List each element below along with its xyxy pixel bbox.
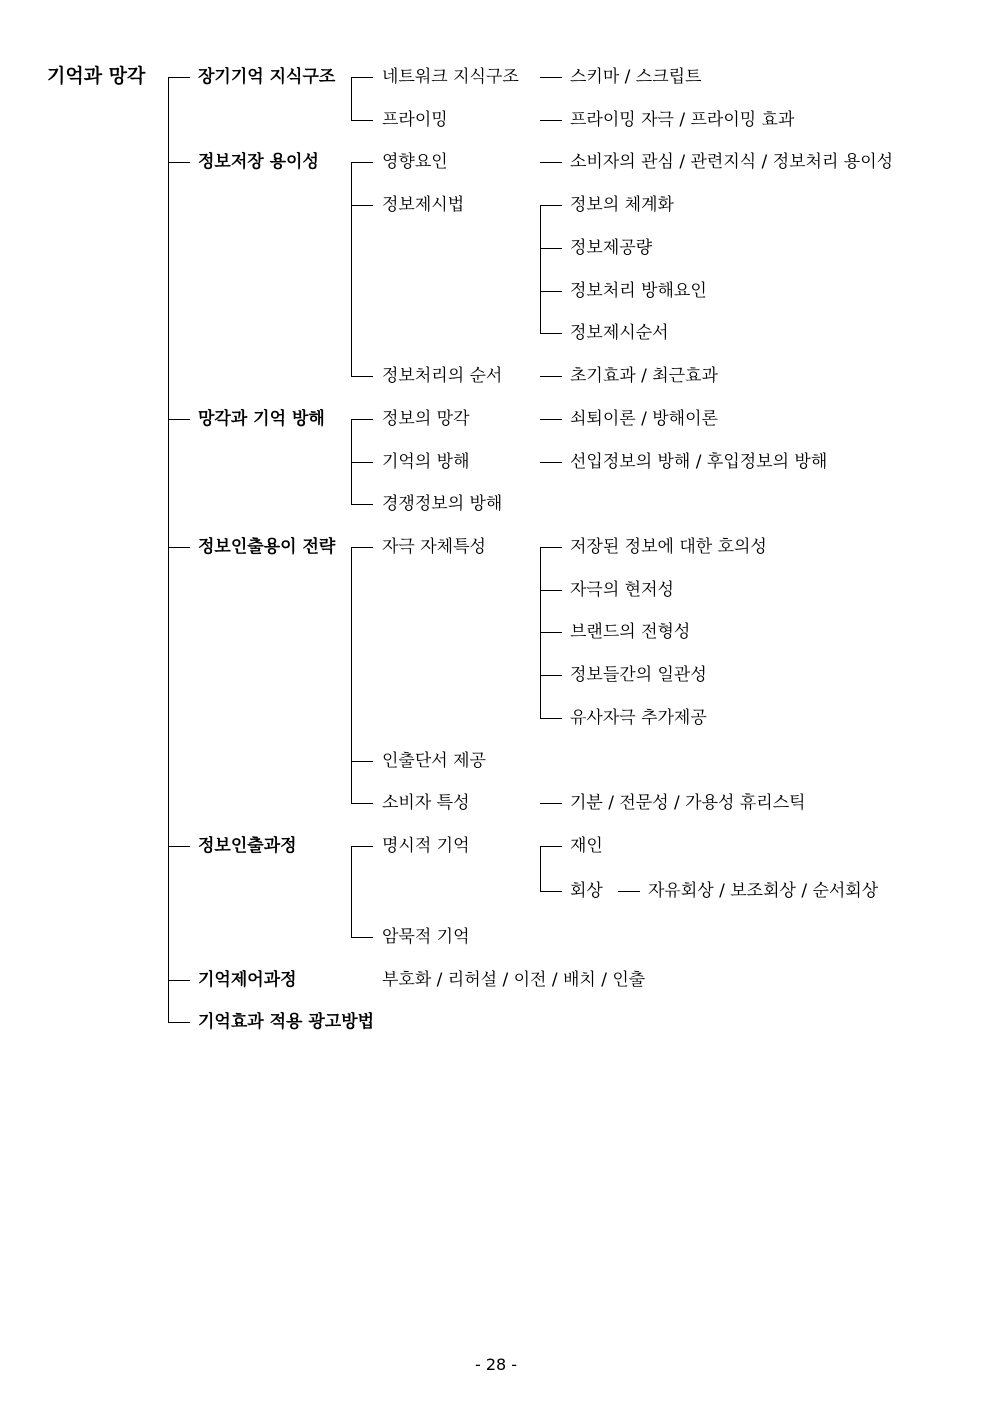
branch-s5 <box>168 846 190 847</box>
node-label: 프라이밍 <box>382 110 448 130</box>
list-item: 정보들간의 일관성 <box>570 665 707 685</box>
node-detail: 소비자의 관심 / 관련지식 / 정보처리 용이성 <box>570 152 894 172</box>
section-title: 기억제어과정 <box>198 970 297 990</box>
s2-sub-branch <box>540 248 562 249</box>
section-title: 망각과 기억 방해 <box>198 409 325 429</box>
s5-sub-bracket <box>540 846 541 891</box>
node-label: 소비자 특성 <box>382 793 470 813</box>
branch-s2 <box>168 162 190 163</box>
node-label: 자극 자체특성 <box>382 537 486 557</box>
list-item: 브랜드의 전형성 <box>570 622 691 642</box>
node-detail: 스키마 / 스크립트 <box>570 67 702 87</box>
s2-branch-2 <box>351 205 373 206</box>
s4-sub-branch <box>540 632 562 633</box>
node-detail: 프라이밍 자극 / 프라이밍 효과 <box>570 110 795 130</box>
branch-s6 <box>168 980 190 981</box>
s5-sub-branch <box>540 846 562 847</box>
node-label: 정보제시법 <box>382 195 465 215</box>
s5-sub-branch <box>540 891 562 892</box>
page-number: - 28 - <box>474 1355 518 1374</box>
list-item: 정보의 체계화 <box>570 195 674 215</box>
level1-trunk <box>168 77 169 1023</box>
node-label: 암묵적 기억 <box>382 927 470 947</box>
node-label: 명시적 기억 <box>382 836 470 856</box>
node-detail: 기분 / 전문성 / 가용성 휴리스틱 <box>570 793 806 813</box>
node-label: 기억의 방해 <box>382 452 470 472</box>
node-label: 영향요인 <box>382 152 448 172</box>
node-detail: 초기효과 / 최근효과 <box>570 366 718 386</box>
node-detail: 자유회상 / 보조회상 / 순서회상 <box>648 881 879 901</box>
s4-sub-branch <box>540 590 562 591</box>
s4-sub-branch <box>540 675 562 676</box>
s2-sub-bracket <box>540 205 541 333</box>
connector-dash <box>540 162 562 163</box>
branch-s1 <box>168 77 190 78</box>
section-title: 정보저장 용이성 <box>198 152 319 172</box>
node-label: 네트워크 지식구조 <box>382 67 519 87</box>
node-label: 정보의 망각 <box>382 409 470 429</box>
s4-sub-branch <box>540 547 562 548</box>
list-item: 자극의 현저성 <box>570 580 674 600</box>
node-detail: 선입정보의 방해 / 후입정보의 방해 <box>570 452 828 472</box>
s3-branch-2 <box>351 462 373 463</box>
connector-dash <box>540 120 562 121</box>
s5-branch-2 <box>351 937 373 938</box>
s2-sub-branch <box>540 291 562 292</box>
list-item: 정보처리 방해요인 <box>570 281 707 301</box>
s4-bracket <box>351 547 352 803</box>
node-detail: 부호화 / 리허설 / 이전 / 배치 / 인출 <box>382 970 646 990</box>
s2-branch-1 <box>351 162 373 163</box>
section-title: 장기기억 지식구조 <box>198 67 336 87</box>
s2-branch-3 <box>351 376 373 377</box>
s5-bracket <box>351 846 352 937</box>
s1-bracket <box>351 77 352 120</box>
connector-dash <box>618 891 640 892</box>
s3-branch-1 <box>351 419 373 420</box>
s3-branch-3 <box>351 504 373 505</box>
s1-branch-2 <box>351 120 373 121</box>
node-detail: 쇠퇴이론 / 방해이론 <box>570 409 718 429</box>
list-item: 정보제공량 <box>570 238 653 258</box>
s5-branch-1 <box>351 846 373 847</box>
node-label: 경쟁정보의 방해 <box>382 494 503 514</box>
branch-s3 <box>168 419 190 420</box>
s2-bracket <box>351 162 352 376</box>
node-label: 정보처리의 순서 <box>382 366 503 386</box>
branch-s7 <box>168 1022 190 1023</box>
s4-branch-2 <box>351 761 373 762</box>
connector-dash <box>540 419 562 420</box>
s4-sub-branch <box>540 718 562 719</box>
node-label: 인출단서 제공 <box>382 751 486 771</box>
s1-branch-1 <box>351 77 373 78</box>
connector-dash <box>540 77 562 78</box>
list-item: 정보제시순서 <box>570 323 669 343</box>
s2-sub-branch <box>540 205 562 206</box>
s4-branch-3 <box>351 803 373 804</box>
connector-dash <box>540 376 562 377</box>
section-title: 정보인출과정 <box>198 836 297 856</box>
list-item: 재인 <box>570 836 603 856</box>
list-item: 저장된 정보에 대한 호의성 <box>570 537 767 557</box>
s4-branch-1 <box>351 547 373 548</box>
list-item: 회상 <box>570 881 603 901</box>
connector-dash <box>540 462 562 463</box>
section-title: 정보인출용이 전략 <box>198 537 336 557</box>
list-item: 유사자극 추가제공 <box>570 708 707 728</box>
branch-s4 <box>168 547 190 548</box>
root-title: 기억과 망각 <box>47 65 146 87</box>
connector-dash <box>540 803 562 804</box>
s2-sub-branch <box>540 333 562 334</box>
section-title: 기억효과 적용 광고방법 <box>198 1012 375 1032</box>
